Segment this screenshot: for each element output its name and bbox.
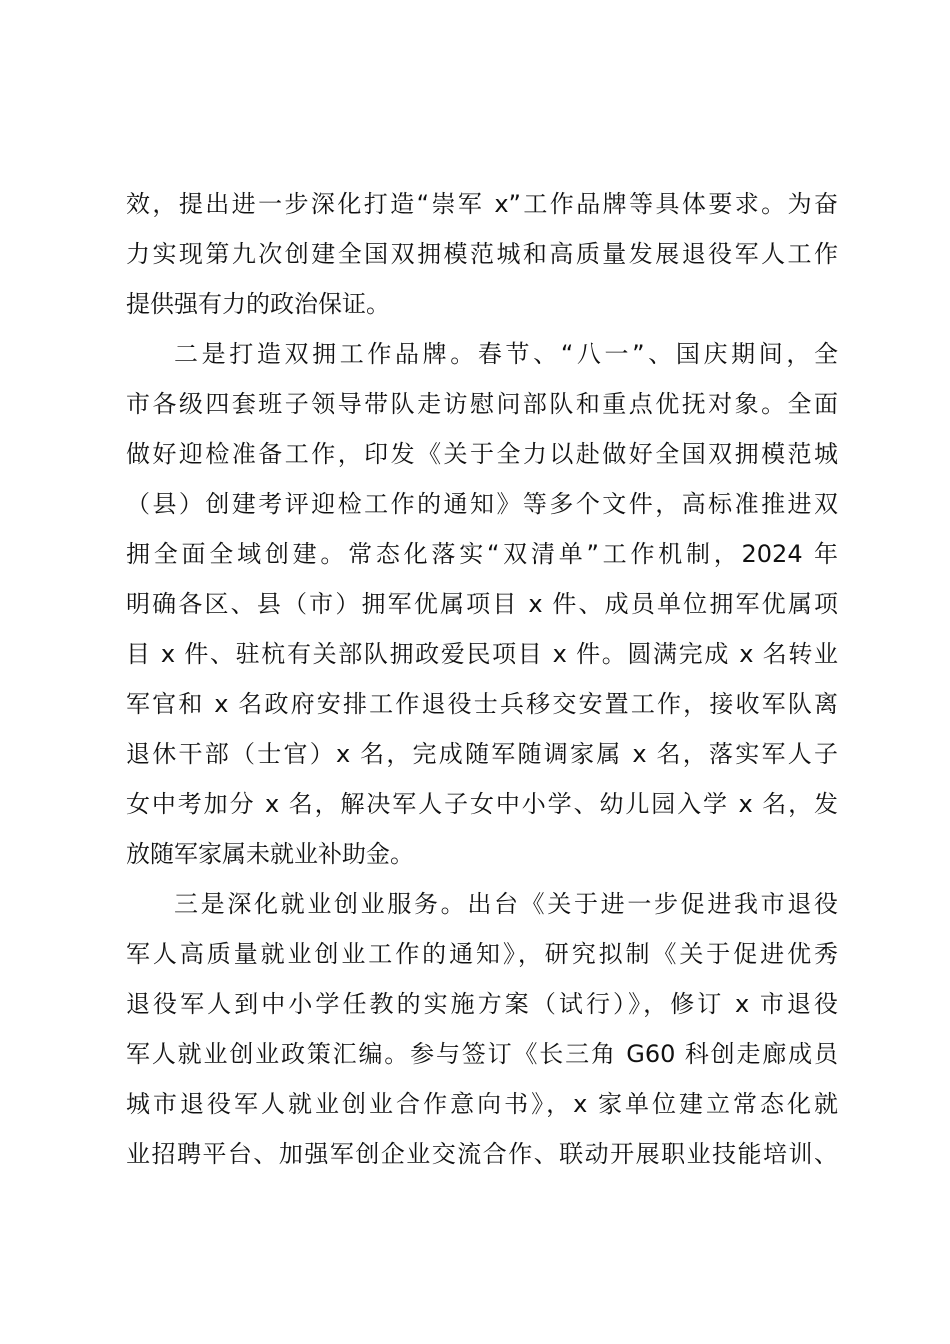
paragraph-2-line-9: 退休干部（士官）x 名，完成随军随调家属 x 名，落实军人子	[126, 740, 838, 768]
paragraph-2-line-5: 拥全面全域创建。常态化落实“双清单”工作机制，2024 年	[126, 540, 838, 568]
paragraph-3-line-6: 业招聘平台、加强军创企业交流合作、联动开展职业技能培训、	[126, 1140, 838, 1168]
paragraph-2-line-7: 目 x 件、驻杭有关部队拥政爱民项目 x 件。圆满完成 x 名转业	[126, 640, 838, 668]
paragraph-2-line-11: 放随军家属未就业补助金。	[126, 840, 414, 868]
paragraph-1-line-1: 效，提出进一步深化打造“崇军 x”工作品牌等具体要求。为奋	[126, 190, 838, 218]
paragraph-2-line-1: 二是打造双拥工作品牌。春节、“八一”、国庆期间，全	[174, 340, 838, 368]
paragraph-2-line-3: 做好迎检准备工作，印发《关于全力以赴做好全国双拥模范城	[126, 440, 838, 468]
paragraph-3-line-2: 军人高质量就业创业工作的通知》，研究拟制《关于促进优秀	[126, 940, 838, 968]
paragraph-3-line-4: 军人就业创业政策汇编。参与签订《长三角 G60 科创走廊成员	[126, 1040, 838, 1068]
paragraph-2-line-8: 军官和 x 名政府安排工作退役士兵移交安置工作，接收军队离	[126, 690, 838, 718]
paragraph-3-line-5: 城市退役军人就业创业合作意向书》，x 家单位建立常态化就	[126, 1090, 838, 1118]
paragraph-1-line-2: 力实现第九次创建全国双拥模范城和高质量发展退役军人工作	[126, 240, 838, 268]
paragraph-3-line-1: 三是深化就业创业服务。出台《关于进一步促进我市退役	[174, 890, 838, 918]
paragraph-3-line-3: 退役军人到中小学任教的实施方案（试行）》，修订 x 市退役	[126, 990, 838, 1018]
paragraph-2-line-6: 明确各区、县（市）拥军优属项目 x 件、成员单位拥军优属项	[126, 590, 838, 618]
paragraph-2-line-2: 市各级四套班子领导带队走访慰问部队和重点优抚对象。全面	[126, 390, 838, 418]
paragraph-2-line-10: 女中考加分 x 名，解决军人子女中小学、幼儿园入学 x 名，发	[126, 790, 838, 818]
paragraph-1-line-3: 提供强有力的政治保证。	[126, 290, 390, 318]
paragraph-2-line-4: （县）创建考评迎检工作的通知》等多个文件，高标准推进双	[126, 490, 838, 518]
